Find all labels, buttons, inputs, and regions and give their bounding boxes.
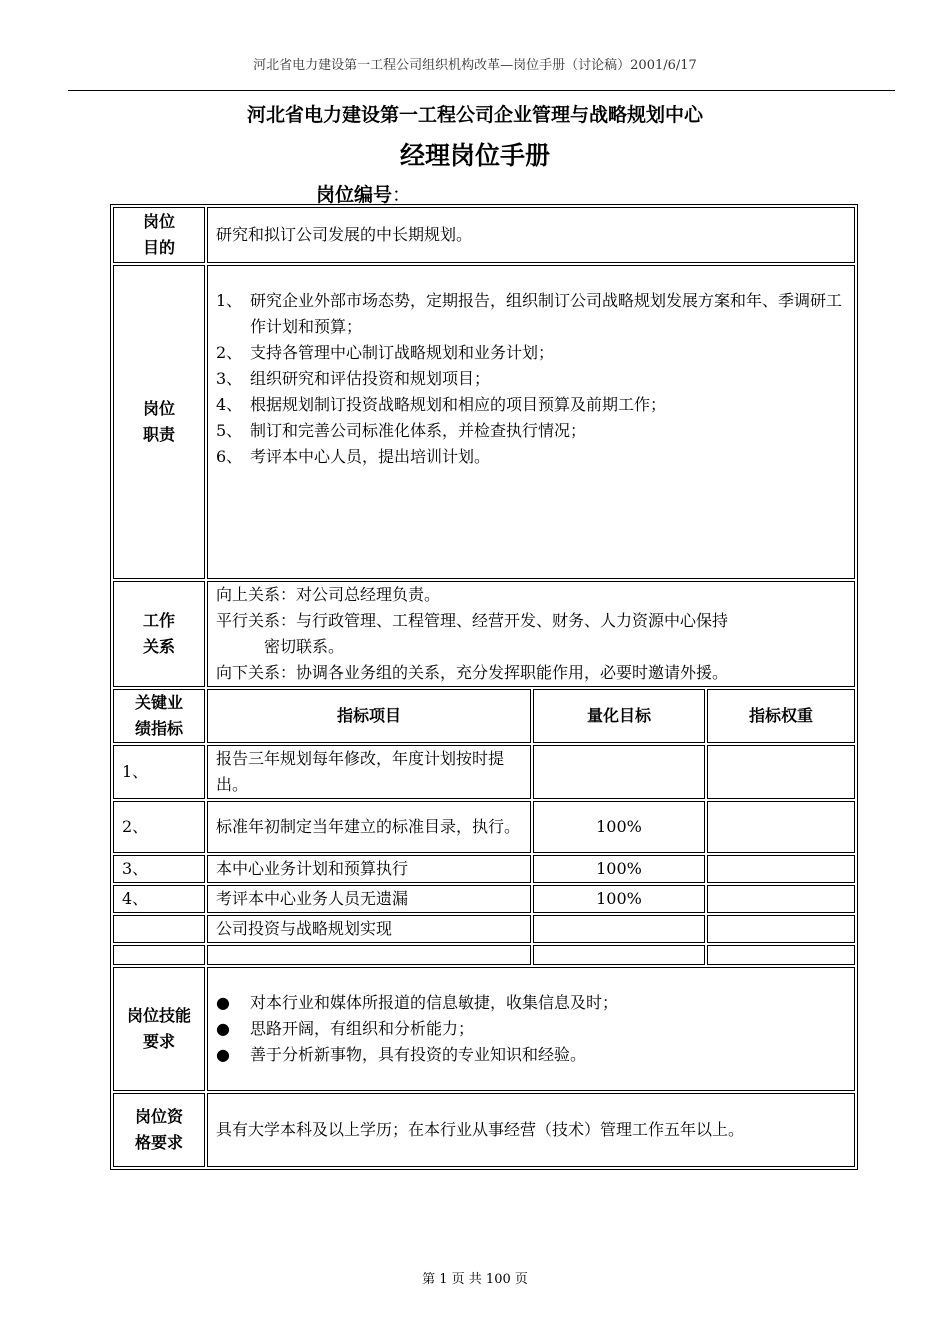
skill-item <box>216 990 846 1016</box>
skills-label-line: 要求 <box>142 1032 175 1051</box>
running-header: 河北省电力建设第一工程公司组织机构改革—岗位手册（讨论稿）2001/6/17 <box>253 58 697 73</box>
duty-text: 根据规划制订投资战略规划和相应的项目预算及前期工作； <box>250 395 667 414</box>
qualification-text: 具有大学本科及以上学历；在本行业从事经营（技术）管理工作五年以上。 <box>207 1093 855 1167</box>
qualification-label-line: 岗位资 <box>134 1107 183 1126</box>
kpi-target <box>533 745 705 799</box>
kpi-target: 100% <box>533 801 705 853</box>
kpi-header-row <box>113 689 855 743</box>
kpi-label-line: 关键业 <box>134 693 183 712</box>
kpi-num: 2、 <box>113 801 205 853</box>
kpi-item: 标准年初制定当年建立的标准目录，执行。 <box>207 801 531 853</box>
kpi-num: 1、 <box>113 745 205 799</box>
duty-item <box>216 340 846 366</box>
qualification-row <box>113 1093 855 1167</box>
kpi-num: 4、 <box>113 885 205 913</box>
kpi-weight <box>707 915 855 943</box>
skills-list <box>207 967 855 1091</box>
skill-text: 对本行业和媒体所报道的信息敏捷，收集信息及时； <box>250 993 619 1012</box>
kpi-col-target: 量化目标 <box>533 689 705 743</box>
purpose-label <box>113 207 205 263</box>
duty-item <box>216 444 846 470</box>
kpi-item: 报告三年规划每年修改，年度计划按时提出。 <box>207 745 531 799</box>
duty-item <box>216 418 846 444</box>
relation-parallel: 平行关系：与行政管理、工程管理、经营开发、财务、人力资源中心保持 <box>216 611 729 630</box>
duty-text: 组织研究和评估投资和规划项目； <box>250 369 491 388</box>
job-manual-table <box>110 204 858 1170</box>
position-code-colon: ： <box>392 184 412 206</box>
relation-parallel-cont: 密切联系。 <box>264 637 345 656</box>
duties-list <box>207 265 855 579</box>
skill-item <box>216 1042 846 1068</box>
qualification-label <box>113 1093 205 1167</box>
kpi-num <box>113 915 205 943</box>
kpi-num: 3、 <box>113 855 205 883</box>
skill-item <box>216 1016 846 1042</box>
kpi-row <box>113 945 855 965</box>
bullet-icon: ● <box>216 1045 230 1064</box>
duty-item <box>216 366 846 392</box>
kpi-item: 本中心业务计划和预算执行 <box>207 855 531 883</box>
kpi-target: 100% <box>533 855 705 883</box>
duties-label <box>113 265 205 579</box>
duty-num: 4、 <box>216 395 243 414</box>
position-code-label: 岗位编号 <box>316 184 393 206</box>
duty-num: 6、 <box>216 447 243 466</box>
skill-text: 善于分析新事物，具有投资的专业知识和经验。 <box>250 1045 587 1064</box>
duty-text: 研究企业外部市场态势，定期报告，组织制订公司战略规划发展方案和年、季调研工作计划和预算； <box>250 291 843 336</box>
skill-text: 思路开阔，有组织和分析能力； <box>250 1019 475 1038</box>
kpi-row <box>113 745 855 799</box>
kpi-row <box>113 801 855 853</box>
header-rule <box>68 90 895 91</box>
page-footer: 第 1 页 共 100 页 <box>422 1272 528 1287</box>
kpi-item <box>207 945 531 965</box>
duty-num: 5、 <box>216 421 243 440</box>
duties-label-line: 岗位 <box>142 399 175 418</box>
kpi-weight <box>707 745 855 799</box>
duty-text: 支持各管理中心制订战略规划和业务计划； <box>250 343 555 362</box>
kpi-weight <box>707 855 855 883</box>
duties-row <box>113 265 855 579</box>
kpi-target <box>533 945 705 965</box>
relations-row <box>113 581 855 687</box>
doc-title: 经理岗位手册 <box>399 141 550 170</box>
kpi-label-line: 绩指标 <box>134 719 183 738</box>
skills-row <box>113 967 855 1091</box>
purpose-label-line: 岗位 <box>142 212 175 231</box>
kpi-row <box>113 885 855 913</box>
kpi-item: 公司投资与战略规划实现 <box>207 915 531 943</box>
duty-num: 1、 <box>216 291 243 310</box>
skills-label <box>113 967 205 1091</box>
duty-item <box>216 288 846 340</box>
org-title: 河北省电力建设第一工程公司企业管理与战略规划中心 <box>246 104 703 126</box>
skills-label-line: 岗位技能 <box>126 1006 191 1025</box>
duty-text: 考评本中心人员，提出培训计划。 <box>250 447 491 466</box>
relation-up: 向上关系：对公司总经理负责。 <box>216 585 441 604</box>
bullet-icon: ● <box>216 1019 230 1038</box>
kpi-label <box>113 689 205 743</box>
purpose-label-line: 目的 <box>142 238 175 257</box>
purpose-row <box>113 207 855 263</box>
relations-label <box>113 581 205 687</box>
kpi-item: 考评本中心业务人员无遗漏 <box>207 885 531 913</box>
kpi-col-item: 指标项目 <box>207 689 531 743</box>
relations-label-line: 工作 <box>142 611 175 630</box>
duty-num: 2、 <box>216 343 243 362</box>
qualification-label-line: 格要求 <box>134 1133 183 1152</box>
relations-text <box>207 581 855 687</box>
kpi-weight <box>707 885 855 913</box>
duty-text: 制订和完善公司标准化体系，并检查执行情况； <box>250 421 587 440</box>
duty-item <box>216 392 846 418</box>
kpi-num <box>113 945 205 965</box>
kpi-weight <box>707 801 855 853</box>
relations-label-line: 关系 <box>142 637 175 656</box>
duty-num: 3、 <box>216 369 243 388</box>
kpi-target <box>533 915 705 943</box>
bullet-icon: ● <box>216 993 230 1012</box>
kpi-weight <box>707 945 855 965</box>
purpose-text: 研究和拟订公司发展的中长期规划。 <box>207 207 855 263</box>
kpi-col-weight: 指标权重 <box>707 689 855 743</box>
kpi-row <box>113 915 855 943</box>
relation-down: 向下关系：协调各业务组的关系，充分发挥职能作用，必要时邀请外援。 <box>216 663 729 682</box>
kpi-target: 100% <box>533 885 705 913</box>
position-code <box>316 180 411 207</box>
duties-label-line: 职责 <box>142 425 175 444</box>
kpi-row <box>113 855 855 883</box>
